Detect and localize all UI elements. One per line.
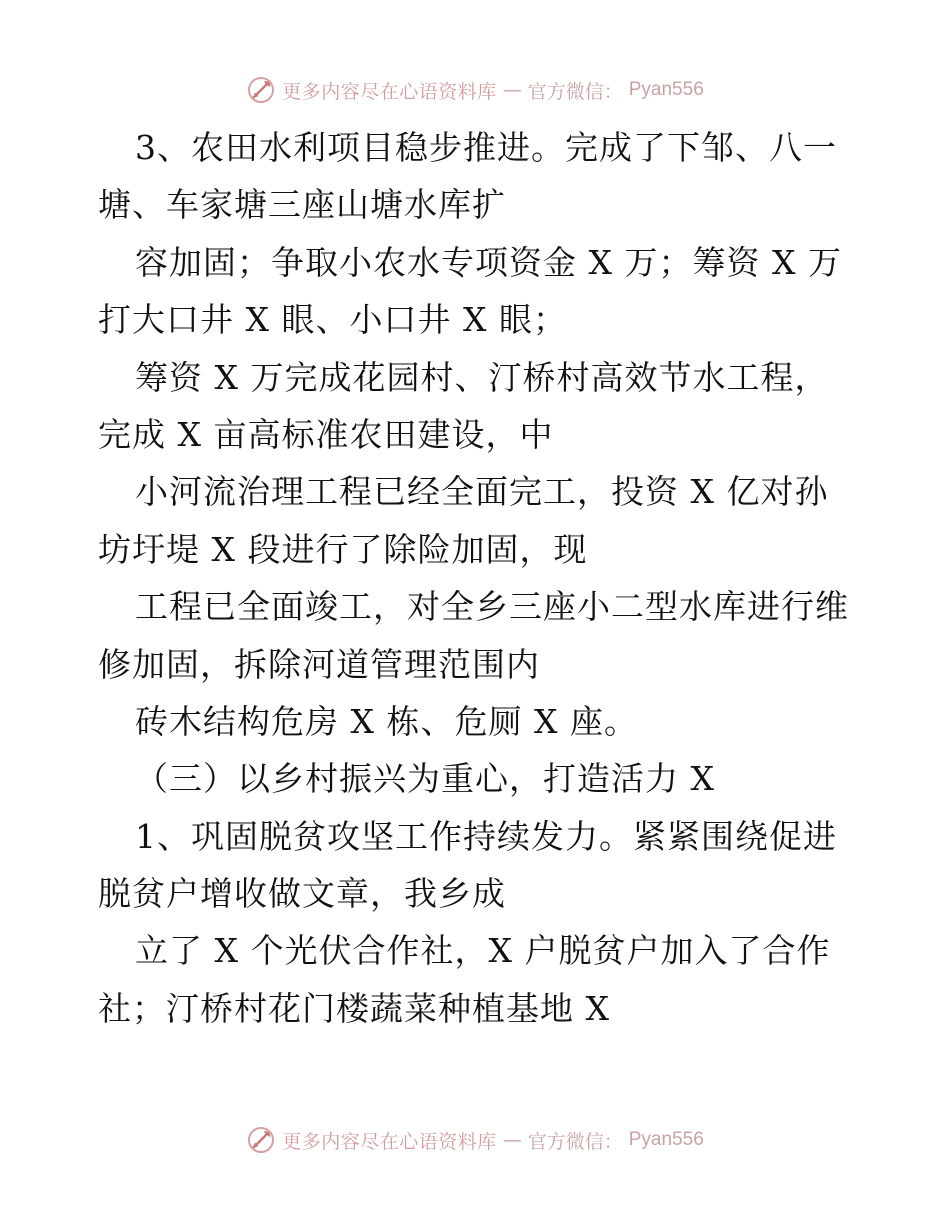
text-line: 容加固；争取小农水专项资金 X 万；筹资 X 万 bbox=[135, 242, 842, 282]
watermark-brand: 更多内容尽在心语资料库 bbox=[282, 1130, 497, 1153]
text-line: 小河流治理工程已经全面完工，投资 X 亿对孙 bbox=[135, 472, 829, 512]
document-body bbox=[98, 119, 858, 1037]
text-line: 坊圩堤 X 段进行了除险加固，现 bbox=[98, 529, 588, 569]
text-line: 社；汀桥村花门楼蔬菜种植基地 X bbox=[98, 988, 610, 1028]
watermark-dash: — bbox=[502, 1129, 522, 1151]
watermark-wechat-id: Pyan556 bbox=[628, 79, 704, 100]
header-watermark bbox=[0, 70, 950, 110]
watermark-wechat-label: 官方微信： bbox=[527, 1130, 623, 1153]
text-line: 工程已全面竣工，对全乡三座小二型水库进行维 bbox=[135, 587, 849, 627]
text-line: 1、巩固脱贫攻坚工作持续发力。紧紧围绕促进 bbox=[135, 816, 837, 856]
text-line: 砖木结构危房 X 栋、危厕 X 座。 bbox=[135, 701, 638, 741]
text-line: 3、农田水利项目稳步推进。完成了下邹、八一 bbox=[135, 128, 837, 167]
watermark-brand: 更多内容尽在心语资料库 bbox=[282, 80, 497, 103]
text-line: 塘、车家塘三座山塘水库扩 bbox=[98, 185, 506, 225]
text-line: 打大口井 X 眼、小口井 X 眼； bbox=[98, 300, 567, 340]
quill-logo-icon bbox=[246, 1125, 276, 1155]
text-line: 完成 X 亩高标准农田建设，中 bbox=[98, 414, 554, 454]
text-line: 脱贫户增收做文章，我乡成 bbox=[98, 874, 506, 914]
section-heading: （三）以乡村振兴为重心，打造活力 X bbox=[135, 759, 715, 799]
watermark-dash: — bbox=[502, 79, 522, 101]
watermark-wechat-id: Pyan556 bbox=[628, 1129, 704, 1150]
text-line: 筹资 X 万完成花园村、汀桥村高效节水工程， bbox=[135, 357, 829, 397]
quill-logo-icon bbox=[246, 75, 276, 105]
text-line: 立了 X 个光伏合作社，X 户脱贫户加入了合作 bbox=[135, 931, 831, 971]
watermark-wechat-label: 官方微信： bbox=[527, 80, 623, 103]
footer-watermark bbox=[0, 1120, 950, 1160]
text-line: 修加固，拆除河道管理范围内 bbox=[98, 644, 540, 684]
